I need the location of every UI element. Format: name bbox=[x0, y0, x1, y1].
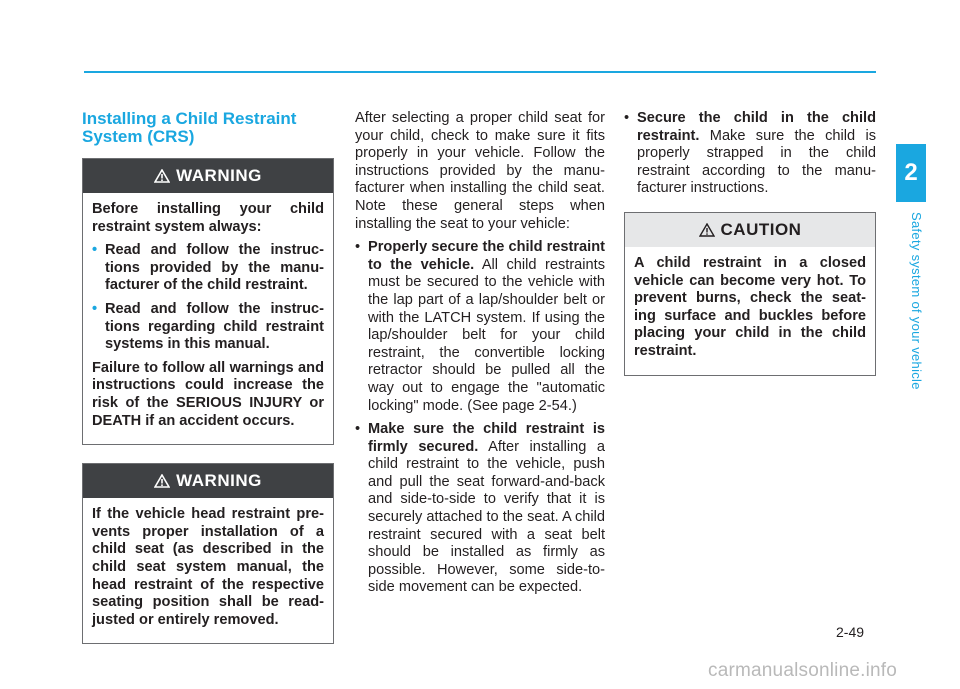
warning-header-1 bbox=[83, 159, 333, 193]
step-text: All child restraints must be secured to the vehicle with the lap part of a lap/shoulder belt or with the LATCH system. If using the lap/shoulder belt for your child restraint, the convertible locking retractor should be pulled all the way out to engage the "automatic locking" mode. (See page 2-54.) bbox=[368, 256, 606, 414]
warning-intro: Before installing your child restraint system always: bbox=[92, 201, 324, 235]
step-lead: Properly secure the child restraint to the vehicle. bbox=[368, 239, 605, 273]
watermark: carmanualsonline.info bbox=[708, 660, 898, 681]
step-text: After installing a child restraint to the vehicle, push and pull the seat forward-and-back and side-to-side to verify that it is securely attached to the seat. A child restraint secured with a seat belt should be installed as firmly as possible. However, some side-to-side movement can be expected. bbox=[368, 438, 605, 596]
step-item bbox=[624, 110, 876, 198]
bullet-dot-icon: • bbox=[92, 242, 98, 259]
steps-list-continued bbox=[624, 110, 876, 198]
steps-list bbox=[355, 239, 605, 597]
caution-label: CAUTION bbox=[720, 220, 802, 240]
warning-triangle-icon bbox=[154, 169, 170, 183]
step-item bbox=[355, 239, 605, 415]
warning-list bbox=[92, 242, 324, 354]
header-rule bbox=[84, 71, 876, 73]
bullet-dot-icon: • bbox=[624, 110, 630, 126]
step-lead: Make sure the child restraint is firmly secured. bbox=[368, 421, 605, 455]
warning-box-2 bbox=[82, 463, 334, 644]
caution-triangle-icon bbox=[699, 223, 715, 237]
chapter-number-tab bbox=[896, 144, 926, 202]
intro-paragraph: After selecting a proper child seat for your child, check to make sure it fits properly in your vehicle. Follow the instructions provided by the manu-facturer when installing the child seat. Note these general steps when installing the seat to your vehicle: bbox=[355, 110, 605, 232]
warning-text-2: If the vehicle head restraint pre-vents proper installation of a child seat (as described in the child seat system manual, the head restraint of the respective seating position shall be read-justed or entirely removed. bbox=[92, 506, 324, 628]
warning-list-item: • Read and follow the instruc-tions regarding child restraint systems in this manual. bbox=[92, 300, 324, 353]
warning-body-2 bbox=[83, 498, 333, 643]
chapter-title-vertical: Safety system of your vehicle bbox=[909, 212, 924, 390]
warning-header-2 bbox=[83, 464, 333, 498]
caution-text: A child restraint in a closed vehicle can become very hot. To prevent burns, check the seat-ing surface and buckles before placing your child in the child restraint. bbox=[634, 254, 866, 359]
warning-list-item: • Read and follow the instruc-tions provided by the manu-facturer of the child restraint. bbox=[92, 242, 324, 294]
warning-label-2: WARNING bbox=[176, 471, 262, 491]
bullet-dot-icon: • bbox=[92, 300, 98, 317]
bullet-dot-icon: • bbox=[355, 239, 361, 256]
right-column bbox=[624, 110, 876, 394]
bullet-dot-icon: • bbox=[355, 421, 361, 438]
middle-column bbox=[355, 110, 605, 603]
page-number: 2-49 bbox=[836, 624, 865, 640]
caution-box bbox=[624, 212, 876, 376]
warning-label-1: WARNING bbox=[176, 166, 262, 186]
caution-body bbox=[625, 247, 875, 375]
step-item bbox=[355, 421, 605, 597]
warning-outro: Failure to follow all warnings and instructions could increase the risk of the SERIOUS INJURY or DEATH if an accident occurs. bbox=[92, 359, 324, 429]
section-title: Installing a Child Restraint System (CRS) bbox=[82, 109, 297, 146]
step-text: Make sure the child is properly strapped in the child restraint according to the manu-facturer instructions. bbox=[637, 127, 876, 197]
warning-box-1 bbox=[82, 158, 334, 445]
warning-triangle-icon bbox=[154, 474, 170, 488]
chapter-number: 2 bbox=[904, 159, 918, 186]
left-column bbox=[82, 110, 334, 662]
warning-body-1 bbox=[83, 193, 333, 444]
step-lead: Secure the child in the child restraint. bbox=[637, 110, 876, 144]
caution-header bbox=[625, 213, 875, 247]
